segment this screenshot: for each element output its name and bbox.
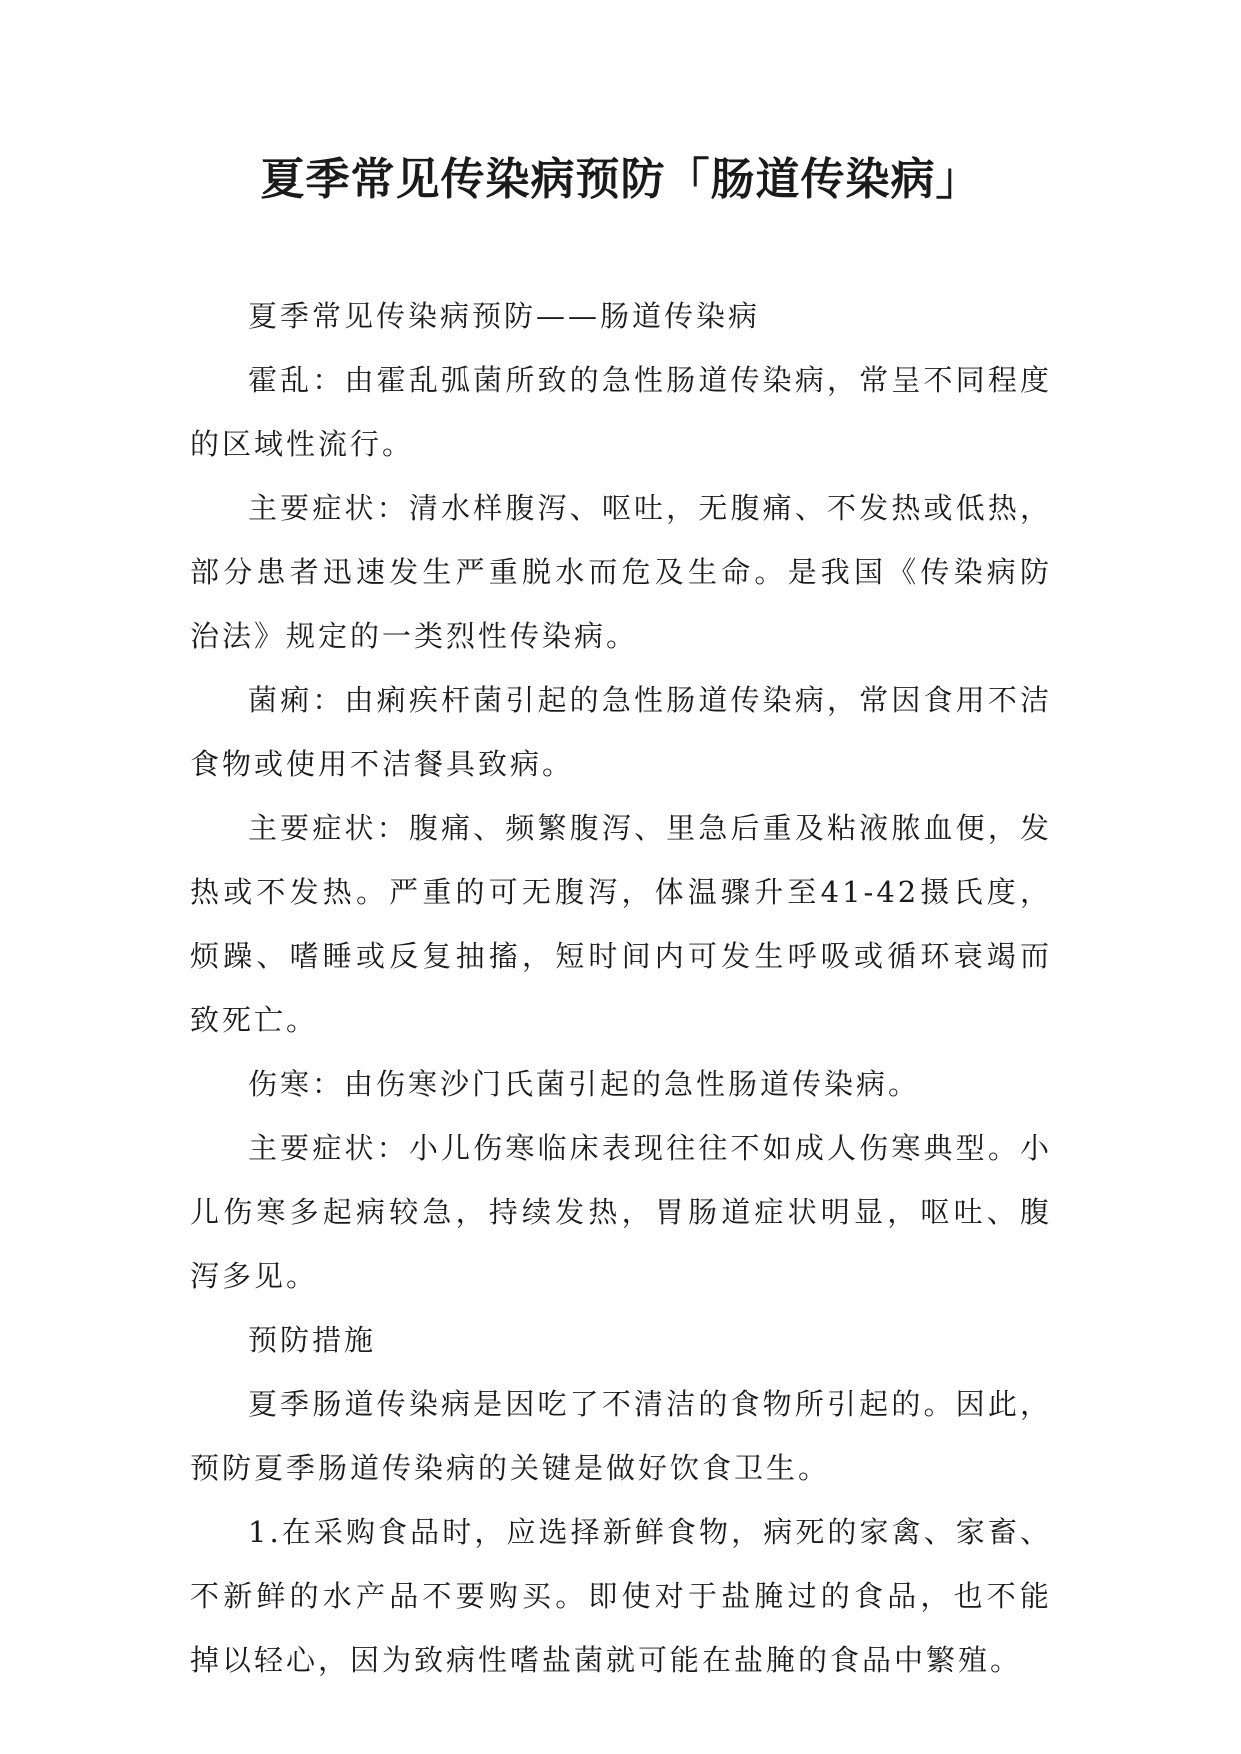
paragraph-dysentery-symptoms: 主要症状：腹痛、频繁腹泻、里急后重及粘液脓血便，发热或不发热。严重的可无腹泻，体温骤升至41-42摄氏度，烦躁、嗜睡或反复抽搐，短时间内可发生呼吸或循环衰竭而致死亡。 — [190, 811, 1052, 1037]
paragraph-typhoid-symptoms: 主要症状：小儿伤寒临床表现往往不如成人伤寒典型。小儿伤寒多起病较急，持续发热，胃肠道症状明显，呕吐、腹泻多见。 — [190, 1131, 1052, 1293]
paragraph-typhoid: 伤寒：由伤寒沙门氏菌引起的急性肠道传染病。 — [248, 1067, 921, 1101]
paragraph-cholera-symptoms: 主要症状：清水样腹泻、呕吐，无腹痛、不发热或低热，部分患者迅速发生严重脱水而危及生命。是我国《传染病防治法》规定的一类烈性传染病。 — [190, 491, 1052, 653]
document-title: 夏季常见传染病预防「肠道传染病」 — [260, 154, 981, 205]
paragraph-dysentery: 菌痢：由痢疾杆菌引起的急性肠道传染病，常因食用不洁食物或使用不洁餐具致病。 — [190, 683, 1052, 781]
paragraph-cholera: 霍乱：由霍乱弧菌所致的急性肠道传染病，常呈不同程度的区域性流行。 — [190, 363, 1052, 461]
paragraph-prevention-intro: 夏季肠道传染病是因吃了不清洁的食物所引起的。因此，预防夏季肠道传染病的关键是做好饮食卫生。 — [190, 1387, 1052, 1485]
paragraph-subtitle: 夏季常见传染病预防——肠道传染病 — [248, 299, 761, 333]
document-body — [190, 284, 1052, 1692]
paragraph-prevention-item-1: 1.在采购食品时，应选择新鲜食物，病死的家禽、家畜、不新鲜的水产品不要购买。即使对于盐腌过的食品，也不能掉以轻心，因为致病性嗜盐菌就可能在盐腌的食品中繁殖。 — [190, 1515, 1052, 1677]
paragraph-prevention-heading: 预防措施 — [248, 1323, 377, 1357]
